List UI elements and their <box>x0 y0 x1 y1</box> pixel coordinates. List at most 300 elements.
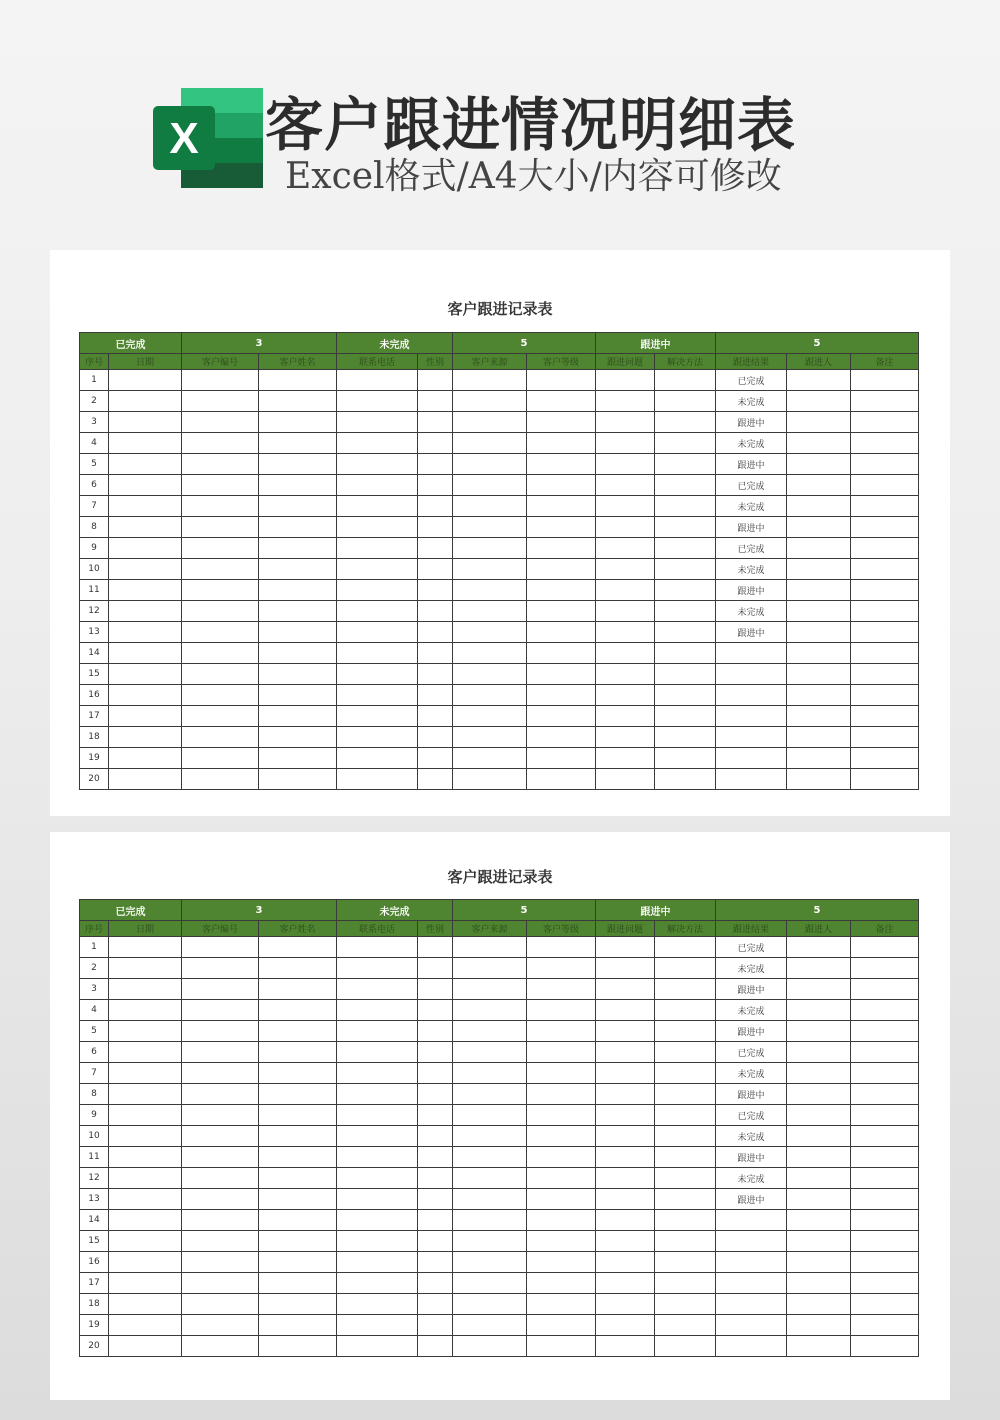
table-cell[interactable] <box>787 979 851 1000</box>
table-cell[interactable] <box>453 1273 527 1294</box>
table-cell[interactable] <box>418 1147 453 1168</box>
table-cell[interactable] <box>182 1273 259 1294</box>
table-cell[interactable] <box>527 1294 596 1315</box>
table-cell[interactable] <box>337 1168 418 1189</box>
table-cell[interactable] <box>596 937 655 958</box>
table-cell[interactable] <box>337 664 418 685</box>
table-cell[interactable] <box>655 1231 716 1252</box>
table-cell[interactable] <box>337 1063 418 1084</box>
table-cell[interactable] <box>851 517 919 538</box>
table-cell[interactable] <box>337 748 418 769</box>
table-cell[interactable] <box>596 601 655 622</box>
followup-result-cell[interactable] <box>716 769 787 790</box>
table-cell[interactable] <box>655 1315 716 1336</box>
table-cell[interactable] <box>259 958 337 979</box>
table-cell[interactable] <box>337 496 418 517</box>
table-cell[interactable] <box>182 1210 259 1231</box>
table-cell[interactable] <box>851 1294 919 1315</box>
table-cell[interactable] <box>787 538 851 559</box>
table-cell[interactable] <box>418 1231 453 1252</box>
table-cell[interactable] <box>596 1084 655 1105</box>
table-cell[interactable] <box>182 1084 259 1105</box>
table-cell[interactable] <box>851 391 919 412</box>
table-cell[interactable] <box>527 1147 596 1168</box>
table-cell[interactable] <box>596 1126 655 1147</box>
table-cell[interactable] <box>655 517 716 538</box>
table-cell[interactable] <box>453 475 527 496</box>
table-cell[interactable] <box>453 454 527 475</box>
table-cell[interactable] <box>259 1294 337 1315</box>
table-cell[interactable] <box>787 1126 851 1147</box>
table-cell[interactable] <box>655 1063 716 1084</box>
table-cell[interactable] <box>596 664 655 685</box>
table-cell[interactable] <box>109 706 182 727</box>
table-cell[interactable] <box>418 1252 453 1273</box>
table-cell[interactable] <box>787 1294 851 1315</box>
table-cell[interactable] <box>418 1042 453 1063</box>
table-cell[interactable] <box>787 769 851 790</box>
table-cell[interactable] <box>787 685 851 706</box>
table-cell[interactable] <box>596 391 655 412</box>
table-cell[interactable] <box>259 1168 337 1189</box>
table-cell[interactable] <box>418 622 453 643</box>
table-cell[interactable] <box>851 1273 919 1294</box>
table-cell[interactable] <box>527 517 596 538</box>
table-cell[interactable] <box>453 538 527 559</box>
table-cell[interactable] <box>182 727 259 748</box>
table-cell[interactable] <box>418 1021 453 1042</box>
table-cell[interactable] <box>418 706 453 727</box>
table-cell[interactable] <box>787 454 851 475</box>
table-cell[interactable] <box>337 1021 418 1042</box>
table-cell[interactable] <box>259 496 337 517</box>
table-cell[interactable] <box>337 1042 418 1063</box>
followup-result-cell[interactable] <box>716 643 787 664</box>
table-cell[interactable] <box>655 1000 716 1021</box>
table-cell[interactable] <box>655 391 716 412</box>
table-cell[interactable] <box>527 454 596 475</box>
table-cell[interactable] <box>527 475 596 496</box>
table-cell[interactable] <box>259 1042 337 1063</box>
table-cell[interactable] <box>182 1021 259 1042</box>
table-cell[interactable] <box>453 1126 527 1147</box>
table-cell[interactable] <box>453 1189 527 1210</box>
table-cell[interactable] <box>182 1189 259 1210</box>
table-cell[interactable] <box>527 601 596 622</box>
table-cell[interactable] <box>851 538 919 559</box>
table-cell[interactable] <box>596 769 655 790</box>
table-cell[interactable] <box>787 1252 851 1273</box>
table-cell[interactable] <box>337 1210 418 1231</box>
table-cell[interactable] <box>182 1252 259 1273</box>
table-cell[interactable] <box>109 727 182 748</box>
table-cell[interactable] <box>182 1231 259 1252</box>
table-cell[interactable] <box>787 1021 851 1042</box>
table-cell[interactable] <box>418 475 453 496</box>
table-cell[interactable] <box>787 1147 851 1168</box>
table-cell[interactable] <box>787 748 851 769</box>
table-cell[interactable] <box>259 370 337 391</box>
table-cell[interactable] <box>259 559 337 580</box>
table-cell[interactable] <box>787 580 851 601</box>
table-cell[interactable] <box>109 1273 182 1294</box>
table-cell[interactable] <box>453 1315 527 1336</box>
table-cell[interactable] <box>418 748 453 769</box>
followup-result-cell[interactable] <box>716 685 787 706</box>
table-cell[interactable] <box>787 643 851 664</box>
table-cell[interactable] <box>655 1126 716 1147</box>
table-cell[interactable] <box>527 1336 596 1357</box>
table-cell[interactable] <box>109 748 182 769</box>
table-cell[interactable] <box>655 958 716 979</box>
table-cell[interactable] <box>453 706 527 727</box>
table-cell[interactable] <box>851 580 919 601</box>
table-cell[interactable] <box>787 601 851 622</box>
table-cell[interactable] <box>259 643 337 664</box>
table-cell[interactable] <box>418 1294 453 1315</box>
table-cell[interactable] <box>337 601 418 622</box>
table-cell[interactable] <box>527 433 596 454</box>
table-cell[interactable] <box>453 1042 527 1063</box>
followup-result-cell[interactable]: 跟进中 <box>716 1147 787 1168</box>
table-cell[interactable] <box>259 1000 337 1021</box>
table-cell[interactable] <box>337 433 418 454</box>
table-cell[interactable] <box>527 748 596 769</box>
table-cell[interactable] <box>527 559 596 580</box>
table-cell[interactable] <box>787 622 851 643</box>
table-cell[interactable] <box>453 643 527 664</box>
table-cell[interactable] <box>259 685 337 706</box>
table-cell[interactable] <box>453 748 527 769</box>
table-cell[interactable] <box>851 412 919 433</box>
table-cell[interactable] <box>418 454 453 475</box>
table-cell[interactable] <box>259 1210 337 1231</box>
table-cell[interactable] <box>109 370 182 391</box>
table-cell[interactable] <box>109 1063 182 1084</box>
table-cell[interactable] <box>527 1189 596 1210</box>
table-cell[interactable] <box>259 601 337 622</box>
table-cell[interactable] <box>596 475 655 496</box>
table-cell[interactable] <box>453 685 527 706</box>
table-cell[interactable] <box>259 412 337 433</box>
table-cell[interactable] <box>851 664 919 685</box>
table-cell[interactable] <box>655 748 716 769</box>
table-cell[interactable] <box>655 1273 716 1294</box>
table-cell[interactable] <box>182 475 259 496</box>
table-cell[interactable] <box>787 391 851 412</box>
table-cell[interactable] <box>787 937 851 958</box>
table-cell[interactable] <box>851 769 919 790</box>
table-cell[interactable] <box>109 685 182 706</box>
table-cell[interactable] <box>596 496 655 517</box>
table-cell[interactable] <box>109 1147 182 1168</box>
table-cell[interactable] <box>337 454 418 475</box>
table-cell[interactable] <box>527 1042 596 1063</box>
table-cell[interactable] <box>109 1021 182 1042</box>
table-cell[interactable] <box>655 370 716 391</box>
table-cell[interactable] <box>418 391 453 412</box>
table-cell[interactable] <box>527 958 596 979</box>
table-cell[interactable] <box>182 706 259 727</box>
table-cell[interactable] <box>337 937 418 958</box>
table-cell[interactable] <box>259 1105 337 1126</box>
followup-result-cell[interactable] <box>716 1252 787 1273</box>
followup-result-cell[interactable]: 未完成 <box>716 559 787 580</box>
table-cell[interactable] <box>851 1189 919 1210</box>
followup-result-cell[interactable] <box>716 727 787 748</box>
followup-result-cell[interactable]: 未完成 <box>716 958 787 979</box>
table-cell[interactable] <box>527 622 596 643</box>
table-cell[interactable] <box>109 622 182 643</box>
table-cell[interactable] <box>655 475 716 496</box>
table-cell[interactable] <box>453 937 527 958</box>
table-cell[interactable] <box>527 1063 596 1084</box>
table-cell[interactable] <box>418 1210 453 1231</box>
table-cell[interactable] <box>418 1000 453 1021</box>
table-cell[interactable] <box>418 433 453 454</box>
table-cell[interactable] <box>655 412 716 433</box>
table-cell[interactable] <box>109 1189 182 1210</box>
table-cell[interactable] <box>596 727 655 748</box>
table-cell[interactable] <box>418 538 453 559</box>
table-cell[interactable] <box>851 643 919 664</box>
table-cell[interactable] <box>182 1063 259 1084</box>
table-cell[interactable] <box>453 580 527 601</box>
table-cell[interactable] <box>182 685 259 706</box>
table-cell[interactable] <box>655 643 716 664</box>
table-cell[interactable] <box>851 1105 919 1126</box>
table-cell[interactable] <box>337 1189 418 1210</box>
table-cell[interactable] <box>851 1063 919 1084</box>
table-cell[interactable] <box>655 454 716 475</box>
table-cell[interactable] <box>337 1252 418 1273</box>
table-cell[interactable] <box>182 1294 259 1315</box>
table-cell[interactable] <box>418 1189 453 1210</box>
table-cell[interactable] <box>851 601 919 622</box>
table-cell[interactable] <box>596 580 655 601</box>
table-cell[interactable] <box>527 1231 596 1252</box>
table-cell[interactable] <box>655 769 716 790</box>
table-cell[interactable] <box>259 1231 337 1252</box>
table-cell[interactable] <box>453 1231 527 1252</box>
table-cell[interactable] <box>527 1084 596 1105</box>
table-cell[interactable] <box>109 1315 182 1336</box>
followup-result-cell[interactable]: 已完成 <box>716 370 787 391</box>
table-cell[interactable] <box>182 433 259 454</box>
table-cell[interactable] <box>527 496 596 517</box>
table-cell[interactable] <box>655 538 716 559</box>
table-cell[interactable] <box>337 643 418 664</box>
table-cell[interactable] <box>337 1147 418 1168</box>
table-cell[interactable] <box>182 1168 259 1189</box>
table-cell[interactable] <box>851 706 919 727</box>
table-cell[interactable] <box>109 937 182 958</box>
table-cell[interactable] <box>418 1084 453 1105</box>
table-cell[interactable] <box>418 1336 453 1357</box>
table-cell[interactable] <box>259 433 337 454</box>
table-cell[interactable] <box>527 370 596 391</box>
table-cell[interactable] <box>655 1336 716 1357</box>
followup-result-cell[interactable]: 跟进中 <box>716 979 787 1000</box>
table-cell[interactable] <box>787 517 851 538</box>
table-cell[interactable] <box>655 685 716 706</box>
table-cell[interactable] <box>453 727 527 748</box>
table-cell[interactable] <box>182 601 259 622</box>
table-cell[interactable] <box>418 1315 453 1336</box>
table-cell[interactable] <box>418 769 453 790</box>
table-cell[interactable] <box>182 748 259 769</box>
table-cell[interactable] <box>337 370 418 391</box>
table-cell[interactable] <box>655 727 716 748</box>
table-cell[interactable] <box>851 454 919 475</box>
table-cell[interactable] <box>527 664 596 685</box>
table-cell[interactable] <box>787 1231 851 1252</box>
followup-result-cell[interactable]: 已完成 <box>716 1105 787 1126</box>
followup-result-cell[interactable]: 未完成 <box>716 601 787 622</box>
followup-result-cell[interactable] <box>716 664 787 685</box>
table-cell[interactable] <box>109 433 182 454</box>
table-cell[interactable] <box>182 538 259 559</box>
table-cell[interactable] <box>787 475 851 496</box>
table-cell[interactable] <box>787 1168 851 1189</box>
table-cell[interactable] <box>453 559 527 580</box>
table-cell[interactable] <box>337 580 418 601</box>
followup-result-cell[interactable]: 已完成 <box>716 937 787 958</box>
table-cell[interactable] <box>337 685 418 706</box>
table-cell[interactable] <box>453 1336 527 1357</box>
table-cell[interactable] <box>655 937 716 958</box>
table-cell[interactable] <box>787 1336 851 1357</box>
table-cell[interactable] <box>418 664 453 685</box>
table-cell[interactable] <box>851 622 919 643</box>
table-cell[interactable] <box>527 727 596 748</box>
table-cell[interactable] <box>109 559 182 580</box>
table-cell[interactable] <box>182 559 259 580</box>
table-cell[interactable] <box>851 1168 919 1189</box>
table-cell[interactable] <box>851 496 919 517</box>
table-cell[interactable] <box>453 1105 527 1126</box>
followup-result-cell[interactable]: 未完成 <box>716 1126 787 1147</box>
table-cell[interactable] <box>109 517 182 538</box>
table-cell[interactable] <box>259 769 337 790</box>
table-cell[interactable] <box>787 1084 851 1105</box>
table-cell[interactable] <box>851 475 919 496</box>
followup-result-cell[interactable] <box>716 1231 787 1252</box>
table-cell[interactable] <box>182 1147 259 1168</box>
table-cell[interactable] <box>337 979 418 1000</box>
table-cell[interactable] <box>109 958 182 979</box>
table-cell[interactable] <box>787 706 851 727</box>
table-cell[interactable] <box>655 1105 716 1126</box>
table-cell[interactable] <box>655 433 716 454</box>
table-cell[interactable] <box>109 496 182 517</box>
table-cell[interactable] <box>527 1168 596 1189</box>
table-cell[interactable] <box>259 517 337 538</box>
table-cell[interactable] <box>109 1252 182 1273</box>
table-cell[interactable] <box>182 496 259 517</box>
table-cell[interactable] <box>596 517 655 538</box>
table-cell[interactable] <box>259 706 337 727</box>
followup-result-cell[interactable]: 已完成 <box>716 538 787 559</box>
table-cell[interactable] <box>259 748 337 769</box>
table-cell[interactable] <box>655 601 716 622</box>
table-cell[interactable] <box>527 643 596 664</box>
table-cell[interactable] <box>259 664 337 685</box>
table-cell[interactable] <box>453 664 527 685</box>
table-cell[interactable] <box>596 1273 655 1294</box>
table-cell[interactable] <box>851 958 919 979</box>
table-cell[interactable] <box>596 1042 655 1063</box>
table-cell[interactable] <box>596 1021 655 1042</box>
table-cell[interactable] <box>596 370 655 391</box>
table-cell[interactable] <box>109 643 182 664</box>
table-cell[interactable] <box>337 1315 418 1336</box>
table-cell[interactable] <box>337 1336 418 1357</box>
followup-result-cell[interactable] <box>716 1315 787 1336</box>
table-cell[interactable] <box>787 559 851 580</box>
table-cell[interactable] <box>182 454 259 475</box>
table-cell[interactable] <box>337 1000 418 1021</box>
table-cell[interactable] <box>851 1042 919 1063</box>
followup-result-cell[interactable]: 已完成 <box>716 1042 787 1063</box>
table-cell[interactable] <box>527 937 596 958</box>
table-cell[interactable] <box>453 412 527 433</box>
table-cell[interactable] <box>259 1273 337 1294</box>
table-cell[interactable] <box>453 433 527 454</box>
followup-result-cell[interactable]: 未完成 <box>716 1000 787 1021</box>
table-cell[interactable] <box>337 1273 418 1294</box>
table-cell[interactable] <box>109 391 182 412</box>
table-cell[interactable] <box>418 958 453 979</box>
table-cell[interactable] <box>527 685 596 706</box>
table-cell[interactable] <box>596 1231 655 1252</box>
table-cell[interactable] <box>527 1273 596 1294</box>
table-cell[interactable] <box>182 643 259 664</box>
followup-result-cell[interactable] <box>716 706 787 727</box>
table-cell[interactable] <box>259 391 337 412</box>
table-cell[interactable] <box>787 496 851 517</box>
table-cell[interactable] <box>787 1063 851 1084</box>
table-cell[interactable] <box>453 1294 527 1315</box>
table-cell[interactable] <box>418 412 453 433</box>
table-cell[interactable] <box>109 454 182 475</box>
table-cell[interactable] <box>527 1000 596 1021</box>
table-cell[interactable] <box>109 979 182 1000</box>
followup-result-cell[interactable]: 未完成 <box>716 433 787 454</box>
table-cell[interactable] <box>182 664 259 685</box>
table-cell[interactable] <box>182 391 259 412</box>
followup-result-cell[interactable]: 未完成 <box>716 496 787 517</box>
table-cell[interactable] <box>259 1252 337 1273</box>
table-cell[interactable] <box>453 1063 527 1084</box>
table-cell[interactable] <box>851 748 919 769</box>
table-cell[interactable] <box>851 433 919 454</box>
table-cell[interactable] <box>337 958 418 979</box>
table-cell[interactable] <box>527 538 596 559</box>
table-cell[interactable] <box>182 517 259 538</box>
table-cell[interactable] <box>259 1126 337 1147</box>
followup-result-cell[interactable] <box>716 748 787 769</box>
table-cell[interactable] <box>655 496 716 517</box>
table-cell[interactable] <box>453 1168 527 1189</box>
table-cell[interactable] <box>596 706 655 727</box>
table-cell[interactable] <box>851 1210 919 1231</box>
table-cell[interactable] <box>851 979 919 1000</box>
table-cell[interactable] <box>109 1336 182 1357</box>
table-cell[interactable] <box>655 1021 716 1042</box>
table-cell[interactable] <box>596 1063 655 1084</box>
table-cell[interactable] <box>596 685 655 706</box>
